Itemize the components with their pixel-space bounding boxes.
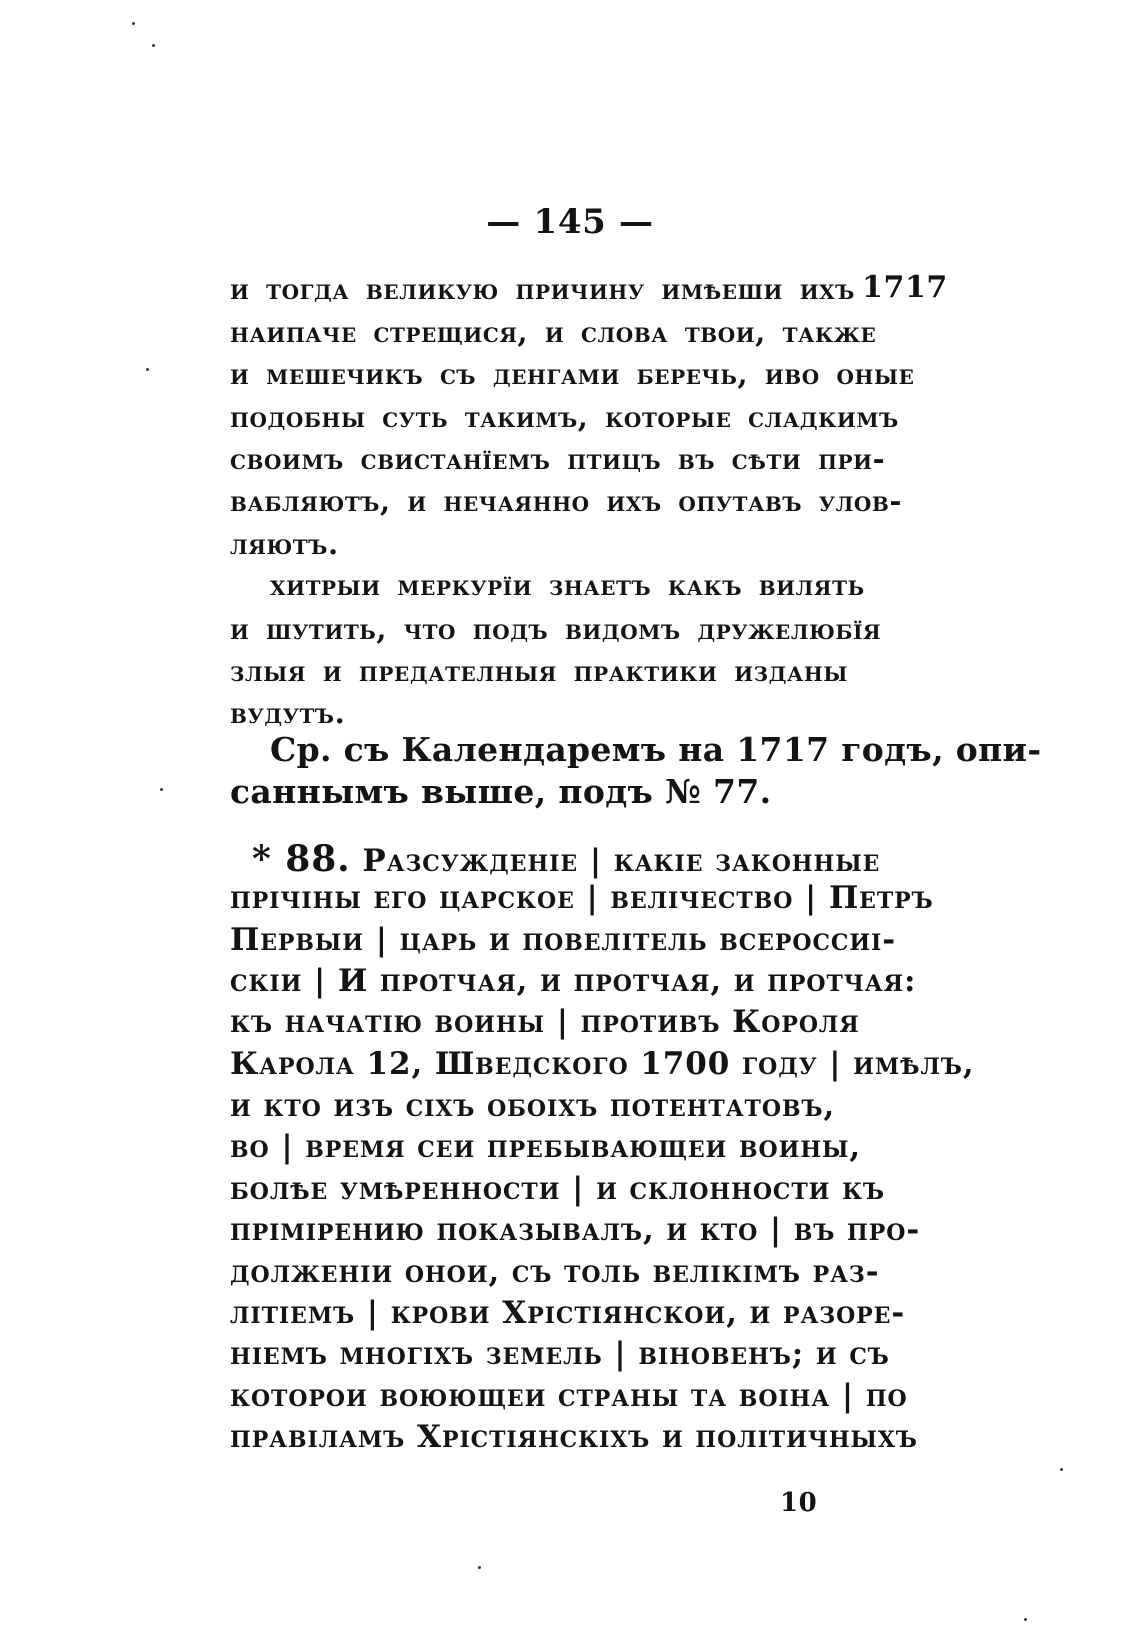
scan-speck	[146, 368, 149, 371]
entry-line: и кто изъ сіхъ обоіхъ потентатовъ,	[230, 1088, 836, 1124]
entry-line: прічіны его царское | велічество | Петръ	[230, 880, 934, 916]
text-line: подобны суть такимъ, которые сладкимъ	[230, 400, 899, 434]
scan-speck	[1024, 1618, 1027, 1621]
entry-line: Карола 12, Шведского 1700 году | имѣлъ,	[230, 1046, 975, 1082]
margin-year: 1717	[862, 270, 948, 305]
reference-line: Ср. съ Календаремъ на 1717 годъ, опи-	[270, 730, 1042, 769]
entry-line: къ начатію воины | противъ Короля	[230, 1004, 860, 1040]
entry-line: літіемъ | крови Хрістіянскои, и разоре-	[230, 1295, 906, 1331]
text-line: хитрыи меркурїи знаетъ какъ вилять	[270, 568, 865, 602]
entry-first-line: Разсужденіе | какіе законные	[362, 843, 881, 879]
scan-speck	[160, 788, 163, 791]
scan-speck	[478, 1566, 481, 1569]
entry-heading	[252, 838, 880, 880]
text-line: злыя и предателныя практики изданы	[230, 654, 849, 688]
entry-line: которои воюющеи страны та воіна | по	[230, 1378, 908, 1414]
text-line: и шутить, что подъ видомъ дружелюбїя	[230, 612, 882, 646]
entry-line: Первыи | царь и повелітель всероссиі-	[230, 922, 897, 958]
scan-speck	[1060, 1468, 1063, 1471]
entry-line: ніемъ многіхъ земель | віновенъ; и съ	[230, 1336, 890, 1372]
entry-line: болѣе умѣренности | и склонности къ	[230, 1171, 886, 1207]
text-line: вудутъ.	[230, 696, 346, 730]
scan-speck	[132, 22, 135, 25]
text-line: ляютъ.	[230, 527, 339, 561]
text-line: своимъ свистанїемъ птицъ въ сѣти при-	[230, 442, 886, 476]
text-line: вабляютъ, и нечаянно ихъ опутавъ улов-	[230, 484, 902, 518]
scan-speck	[152, 44, 155, 47]
text-line: и тогда великую причину имѣеши ихъ	[230, 272, 855, 306]
reference-line: саннымъ выше, подъ № 77.	[230, 772, 772, 811]
text-line: наипаче стрещися, и слова твои, также	[230, 315, 877, 349]
entry-line: во | время сеи пребывающеи воины,	[230, 1129, 862, 1165]
page-number: — 145 —	[486, 202, 654, 242]
signature-mark: 10	[780, 1488, 818, 1518]
entry-line: долженіи онои, съ толь велікімъ раз-	[230, 1254, 880, 1290]
entry-line: скіи | И протчая, и протчая, и протчая:	[230, 963, 917, 999]
entry-line: правіламъ Хрістіянскіхъ и політичныхъ	[230, 1419, 918, 1455]
entry-line: прімірению показывалъ, и кто | въ про-	[230, 1212, 921, 1248]
entry-number: * 88.	[252, 838, 351, 880]
text-line: и мешечикъ съ денгами беречь, иво оные	[230, 357, 915, 391]
